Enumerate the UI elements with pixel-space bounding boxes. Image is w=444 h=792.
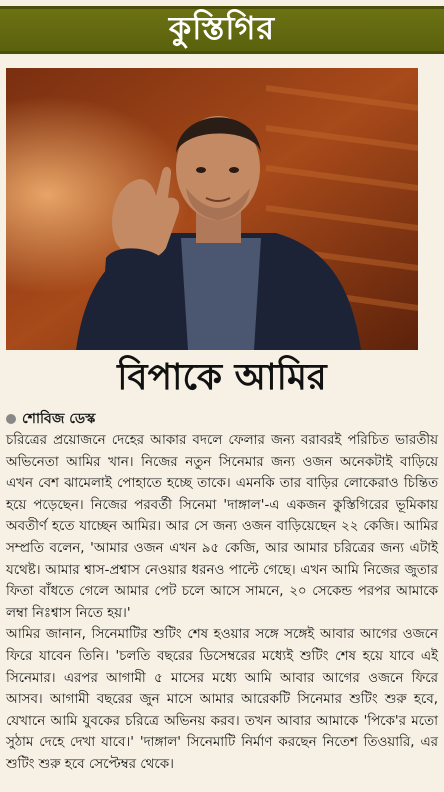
- article-body: [6, 430, 438, 776]
- article-paragraph-2: আমির জানান, সিনেমাটির শুটিং শেষ হওয়ার সঙ্গে সঙ্গেই আবার আগের ওজনে ফিরে যাবেন তিনি। 'চলতি বছরের ডিসেম্বরের মধ্যেই শুটিং শেষ হয়ে যাবে এই সিনেমার। এরপর আগামী ৫ মাসের মধ্যে আমি আবার আগের ওজনে ফিরে আসব। আগামী বছরের জুন মাসে আমার আরেকটি সিনেমার শুটিং শুরু হবে, যেখানে আমি যুবকের চরিত্রে অভিনয় করব। তখন আবার আমাকে 'পিকে'র মতো সুঠাম দেহে দেখা যাবে।' 'দাঙ্গাল' সিনেমাটি নির্মাণ করছেন নিতেশ তিওয়ারি, এর শুটিং শুরু হবে সেপ্টেম্বর থেকে।: [6, 627, 438, 772]
- byline-text: শোবিজ ডেস্ক: [22, 411, 96, 427]
- banner-bottom-rule: [0, 51, 444, 54]
- section-title: কুস্তিগির: [168, 9, 276, 47]
- article-photo: [6, 68, 418, 350]
- byline-bullet-icon: [6, 414, 16, 424]
- article-byline: [6, 408, 95, 430]
- article-paragraph-1: চরিত্রের প্রয়োজনে দেহের আকার বদলে ফেলার জন্য বরাবরই পরিচিত ভারতীয় অভিনেতা আমির খান। নিজের নতুন সিনেমার জন্য ওজন অনেকটাই বাড়িয়ে এখন বেশ ঝামেলাই পোহাতে হচ্ছে তাকে। এমনকি তার বাড়ির লোকেরাও চিন্তিত হয়ে পড়েছেন। নিজের পরবর্তী সিনেমা 'দাঙ্গাল'-এ একজন কুস্তিগিরের ভূমিকায় অবতীর্ণ হতে যাচ্ছেন আমির। আর সে জন্য ওজন বাড়িয়েছেন ২২ কেজি। আমির সম্প্রতি বলেন, 'আমার ওজন এখন ৯৫ কেজি, আর আমার চরিত্রের জন্য এটাই যথেষ্ট। আমার শ্বাস-প্রশ্বাস নেওয়ার ধরনও পাল্টে গেছে। এখন আমি নিজের জুতার ফিতা বাঁধতে গেলে আমার পেট চলে আসে সামনে, ২০ সেকেন্ড পরপর আমাকে লম্বা নিঃশ্বাস নিতে হয়।': [6, 433, 438, 621]
- section-banner: [0, 0, 444, 62]
- article-headline: বিপাকে আমির: [117, 357, 327, 398]
- banner-top-rule: [0, 6, 444, 9]
- photo-illustration: [6, 68, 418, 350]
- section-banner-bar: [0, 6, 444, 54]
